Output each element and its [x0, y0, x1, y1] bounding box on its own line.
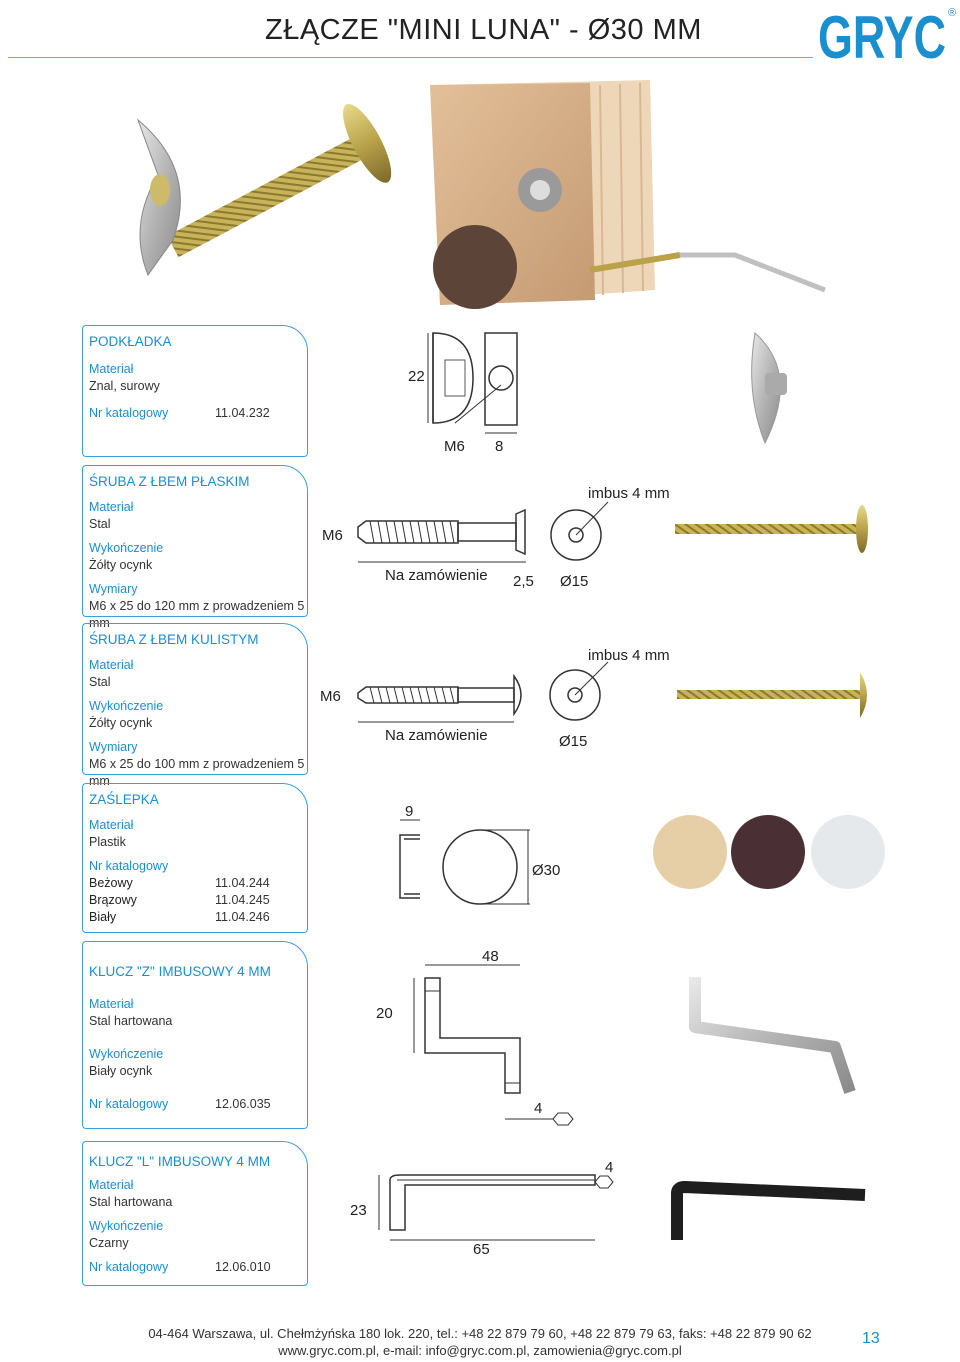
size-label: Wymiary — [89, 582, 138, 596]
finish-label: Wykończenie — [89, 699, 164, 713]
material-label: Materiał — [89, 997, 134, 1011]
variant-code: 11.04.245 — [215, 893, 270, 907]
flat-head-bolt-photo — [670, 500, 880, 565]
catalog-label: Nr katalogowy — [89, 1260, 169, 1274]
page-title: ZŁĄCZE "MINI LUNA" - Ø30 MM — [265, 14, 702, 46]
catalog-label: Nr katalogowy — [89, 1097, 169, 1111]
section-title: KLUCZ "Z" IMBUSOWY 4 MM — [89, 964, 271, 979]
footer-address: 04-464 Warszawa, ul. Chełmżyńska 180 lok. 220, tel.: +48 22 879 79 60, +48 22 879 79 63, faks: +48 22 879 90 62 — [148, 1326, 812, 1341]
material-value: Stal — [89, 675, 111, 689]
card-klucz-z — [82, 941, 308, 1129]
washer-photo — [745, 328, 805, 448]
footer-contact: www.gryc.com.pl, e-mail: info@gryc.com.pl, zamowienia@gryc.com.pl — [278, 1343, 682, 1358]
l-key-photo — [665, 1175, 875, 1250]
washer-drawing — [400, 325, 550, 460]
size-value: M6 x 25 do 100 mm z prowadzeniem 5 mm — [89, 757, 305, 788]
dim-hex: imbus 4 mm — [588, 647, 670, 664]
dim-hex: imbus 4 mm — [588, 485, 670, 502]
variant-name: Brązowy — [89, 893, 137, 907]
section-title: KLUCZ "L" IMBUSOWY 4 MM — [89, 1154, 271, 1169]
cap-white-swatch — [811, 815, 885, 889]
card-zaslepka — [82, 783, 308, 933]
dim-hex: 4 — [534, 1100, 543, 1117]
dim-height: 23 — [350, 1202, 367, 1219]
dim-head: 2,5 — [513, 573, 534, 590]
dim-order: Na zamówienie — [385, 727, 488, 744]
material-label: Materiał — [89, 1178, 134, 1192]
section-title: ZAŚLEPKA — [89, 792, 159, 807]
dim-depth: 9 — [405, 803, 414, 820]
finish-value: Żółty ocynk — [89, 716, 153, 730]
variant-name: Biały — [89, 910, 117, 924]
material-value: Stal hartowana — [89, 1014, 173, 1028]
material-label: Materiał — [89, 818, 134, 832]
finish-label: Wykończenie — [89, 1047, 164, 1061]
cap-photos — [650, 810, 890, 895]
z-key-photo — [685, 972, 860, 1102]
dim-order: Na zamówienie — [385, 567, 488, 584]
page-number: 13 — [862, 1330, 880, 1347]
cap-brown-swatch — [731, 815, 805, 889]
finish-label: Wykończenie — [89, 541, 164, 555]
dim-thread: M6 — [322, 527, 343, 544]
variant-code: 11.04.244 — [215, 876, 270, 890]
l-key-drawing — [345, 1150, 625, 1265]
dim-height: 20 — [376, 1005, 393, 1022]
dim-8: 8 — [495, 438, 504, 455]
catalog-label: Nr katalogowy — [89, 406, 169, 420]
material-label: Materiał — [89, 658, 134, 672]
variant-name: Beżowy — [89, 876, 133, 890]
section-title: PODKŁADKA — [89, 334, 172, 349]
logo-text: GRYC — [818, 4, 946, 64]
card-podkladka — [82, 325, 308, 457]
dim-thread: M6 — [320, 688, 341, 705]
finish-value: Żółty ocynk — [89, 558, 153, 572]
cap-drawing — [390, 800, 580, 910]
section-title: ŚRUBA Z ŁBEM PŁASKIM — [89, 474, 250, 489]
dim-diameter: Ø15 — [560, 573, 589, 590]
gryc-logo — [818, 2, 958, 64]
catalog-label: Nr katalogowy — [89, 859, 169, 873]
dim-length: 65 — [473, 1241, 490, 1258]
catalog-value: 11.04.232 — [215, 406, 270, 420]
hero-illustration — [120, 75, 840, 310]
material-label: Materiał — [89, 362, 134, 376]
header-rule — [8, 57, 813, 58]
card-sruba-kulista — [82, 623, 308, 788]
dim-22: 22 — [408, 368, 425, 385]
catalog-value: 12.06.035 — [215, 1097, 271, 1111]
dim-diameter: Ø30 — [532, 862, 561, 879]
size-value: M6 x 25 do 120 mm z prowadzeniem 5 mm — [89, 599, 305, 630]
finish-value: Biały ocynk — [89, 1064, 153, 1078]
section-title: ŚRUBA Z ŁBEM KULISTYM — [89, 632, 259, 647]
variant-code: 11.04.246 — [215, 910, 270, 924]
dim-diameter: Ø15 — [559, 733, 588, 750]
round-head-bolt-drawing — [318, 640, 678, 755]
round-head-bolt-photo — [672, 666, 882, 731]
material-value: Stal hartowana — [89, 1195, 173, 1209]
material-value: Plastik — [89, 835, 126, 849]
z-key-drawing — [370, 943, 600, 1128]
flat-head-bolt-drawing — [318, 480, 678, 595]
finish-label: Wykończenie — [89, 1219, 164, 1233]
material-label: Materiał — [89, 500, 134, 514]
catalog-value: 12.06.010 — [215, 1260, 271, 1274]
dim-m6: M6 — [444, 438, 465, 455]
size-label: Wymiary — [89, 740, 138, 754]
material-value: Stal — [89, 517, 111, 531]
finish-value: Czarny — [89, 1236, 129, 1250]
card-klucz-l — [82, 1141, 308, 1286]
dim-hex: 4 — [605, 1159, 614, 1176]
logo-registered-mark: ® — [948, 7, 957, 19]
cap-beige-swatch — [653, 815, 727, 889]
card-sruba-plaska — [82, 465, 308, 630]
dim-length: 48 — [482, 948, 499, 965]
material-value: Znal, surowy — [89, 379, 160, 393]
